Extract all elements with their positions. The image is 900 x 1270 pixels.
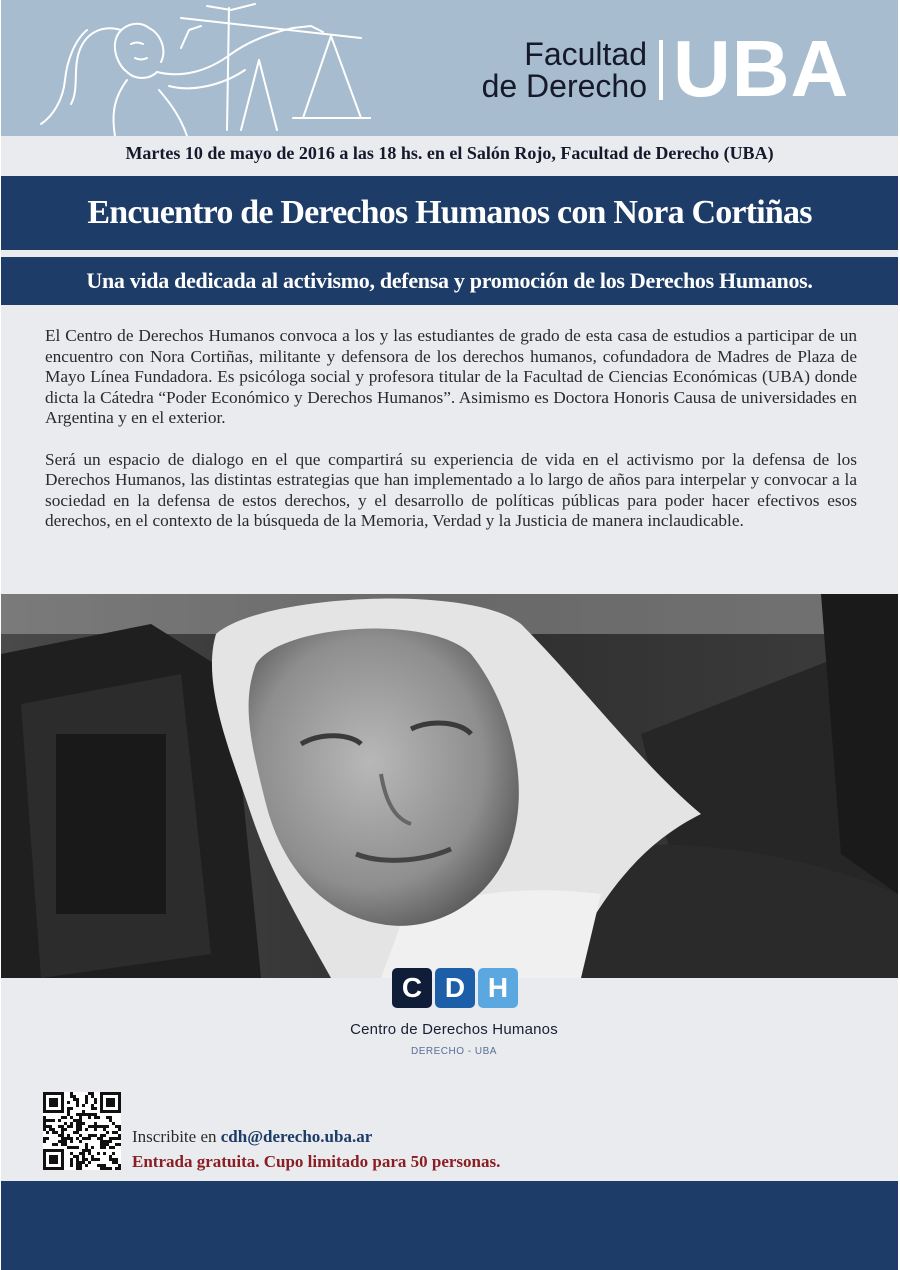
portrait-photo [1,594,898,978]
event-date-location: Martes 10 de mayo de 2016 a las 18 hs. en el Salón Rojo, Facultad de Derecho (UBA) [125,143,774,163]
registration-email-link[interactable]: cdh@derecho.uba.ar [220,1127,373,1146]
cdh-logo [392,968,518,1008]
description-paragraph-2: Será un espacio de dialogo en el que compartirá su experiencia de vida en el activismo por la defensa de los Derechos Humanos, las distintas estrategias que han implementado a lo largo de años para interpelar y convocar a la sociedad en la defensa de estos derechos, y el desarrollo de políticas públicas para poder hacer efectivos esos derechos, en el contexto de la búsqueda de la Memoria, Verdad y la Justicia de manera inclaudicable. [45,449,857,530]
event-description [45,326,857,553]
header-divider [659,40,663,100]
admission-note: Entrada gratuita. Cupo limitado para 50 personas. [132,1152,501,1171]
cdh-organization-name: Centro de Derechos Humanos [350,1021,558,1038]
event-title: Encuentro de Derechos Humanos con Nora Cortiñas [1,176,898,250]
description-paragraph-1: El Centro de Derechos Humanos convoca a los y las estudiantes de grado de esta casa de estudios a participar de un encuentro con Nora Cortiñas, militante y defensora de los derechos humanos, cofundadora de Madres de Plaza de Mayo Línea Fundadora. Es psicóloga social y profesora titular de la Facultad de Ciencias Económicas (UBA) donde dicta la Cátedra “Poder Económico y Derechos Humanos”. Asimismo es Doctora Honoris Causa de universidades en Argentina y en el exterior. [45,326,857,427]
faculty-name-line1: Facultad [524,36,647,72]
faculty-name [441,38,647,102]
footer-bar [1,1181,898,1270]
cdh-logo-letter-d: D [435,968,475,1008]
cdh-organization-subname: DERECHO - UBA [411,1046,497,1057]
justice-figure-illustration [31,0,371,136]
cdh-logo-letter-h: H [478,968,518,1008]
cdh-logo-letter-c: C [392,968,432,1008]
event-subtitle: Una vida dedicada al activismo, defensa y promoción de los Derechos Humanos. [1,257,898,305]
qr-code [43,1092,121,1170]
flyer-page [1,0,898,1270]
registration-line [132,1127,372,1147]
header-banner [1,0,898,136]
university-logo-text: UBA [673,24,850,113]
registration-prefix: Inscribite en [132,1127,221,1146]
faculty-name-line2: de Derecho [481,68,647,104]
